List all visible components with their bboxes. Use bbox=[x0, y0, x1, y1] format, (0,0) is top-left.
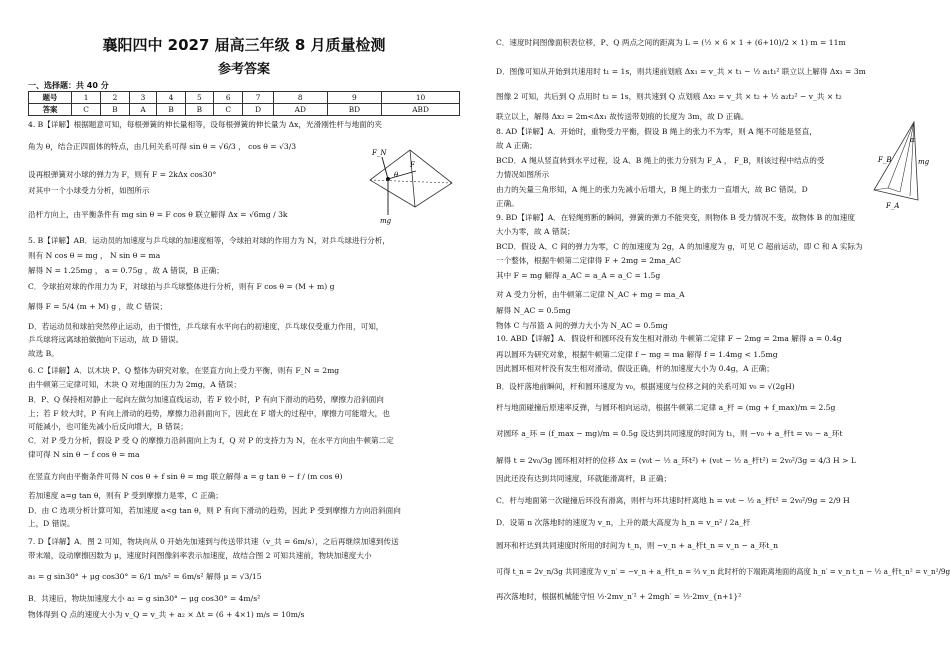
text-line: 若加速度 a=g tan θ，则有 P 受到摩擦力是零，C 正确； bbox=[28, 491, 223, 500]
text-line: 则有 N cos θ = mg ， N sin θ = ma bbox=[28, 251, 161, 260]
text-line: C．速度时间图像面积表位移，P、Q 两点之间的距离为 L = (½ × 6 × 1 + (6+10)/2 × 1) m = 11m bbox=[496, 38, 846, 47]
table-cell: 10 bbox=[382, 92, 460, 104]
table-cell: 4 bbox=[157, 92, 185, 104]
text-line: 5. B【详解】AB．运动员的加速度与乒乓球的加速度相等，令球拍对球的作用力为 N，对乒乓球进行分析， bbox=[28, 236, 390, 245]
text-line: C．杆与地面第一次碰撞后环没有滑离，则杆与环共速时杆离地 h = v₀t − ½ a_杆t² = 2v₀²/9g = 2/9 H bbox=[496, 496, 850, 505]
text-line: 对 A 受力分析，由牛顿第二定律 N_AC + mg = ma_A bbox=[496, 290, 685, 299]
text-line: 由力的矢量三角形知，A 绳上的张力先减小后增大，B 绳上的张力一直增大，故 BC 错误，D bbox=[496, 185, 808, 194]
text-line: 角为 θ，结合正四面体的特点，由几何关系可得 sin θ = √6/3 ， cos θ = √3/3 bbox=[28, 142, 297, 151]
text-line: 物体得到 Q 点的速度大小为 v_Q = v_共 + a₂ × Δt = (6 + 4×1) m/s = 10m/s bbox=[28, 610, 305, 619]
text-line: B．P、Q 保持相对静止一起向左做匀加速直线运动，若 F 较小时，P 有向下滑动的趋势，摩擦力沿斜面向 bbox=[28, 395, 384, 404]
force-triangle-diagram bbox=[868, 118, 934, 210]
figure1-label: F bbox=[410, 161, 415, 169]
table-cell: BD bbox=[327, 104, 381, 116]
text-line: BCD．A 绳从竖直转到水平过程，设 A、B 绳上的张力分别为 F_A ， F_B，则该过程中结点的受 bbox=[496, 156, 825, 165]
tetrahedron-force-diagram bbox=[360, 145, 460, 225]
text-line: 因此圆环相对杆没有发生相对滑动，假设正确，杆的加速度大小为 0.4g，A 正确； bbox=[496, 364, 774, 373]
text-line: 在竖直方向由平衡条件可得 N cos θ + f sin θ = mg 联立解得 a = g tan θ − f / (m cos θ) bbox=[28, 472, 343, 481]
answer-table bbox=[28, 91, 460, 116]
figure2-label: mg bbox=[918, 158, 930, 166]
text-line: 故选 B。 bbox=[28, 349, 59, 358]
text-line: 联立以上，解得 Δx₂ = 2m<Δx₁ 故传送带划痕的长度为 3m，故 D 正确。 bbox=[496, 112, 749, 121]
text-line: D．由 C 选项分析计算可知，若加速度 a<g tan θ，则 P 有向下滑动的趋势，因此 P 受到摩擦力方向沿斜面向 bbox=[28, 506, 401, 515]
text-line: 解得 t = 2v₀/3g 圆环相对杆的位移 Δx = (v₀t − ½ a_环t²) + (v₀t − ½ a_杆t²) = 2v₀²/3g = 4/3 H > L bbox=[496, 456, 856, 465]
page-subtitle: 参考答案 bbox=[217, 62, 270, 77]
text-line: 带末端，设动摩擦因数为 μ，速度时间图像斜率表示加速度，故结合图 2 可知共速前，物块加速度大小 bbox=[28, 551, 372, 560]
text-line: B．设杆落地前瞬间，杆和圆环速度为 v₀，根据速度与位移之间的关系可知 v₀ = √(2gH) bbox=[496, 382, 795, 391]
text-line: 图像 2 可知，共后到 Q 点用时 t₂ = 1s，则共速到 Q 点划痕 Δx₂ = v_共 × t₂ + ½ a₂t₂² − v_共 × t₂ bbox=[496, 92, 842, 101]
text-line: 解得 N_AC = 0.5mg bbox=[496, 306, 571, 315]
text-line: 解得 F = 5/4 (m + M) g ，故 C 错误； bbox=[28, 302, 168, 311]
text-line: 可得 t_n = 2v_n/3g 共同速度为 v_n′ = −v_n + a_杆t_n = ⅔ v_n 此时杆的下端距离地面的高度 h_n′ = v_n t_n − ½ a_杆t_n² = v_n²/9g bbox=[496, 567, 950, 576]
text-line: 圆环和杆达到共同速度时所用的时间为 t_n，则 −v_n + a_杆t_n = v_n − a_环t_n bbox=[496, 541, 779, 550]
text-line: 7. D【详解】A．图 2 可知，物块向从 0 开始先加速到与传送带共速（v_共 = 6m/s），之后再继续加速到传送 bbox=[28, 537, 399, 546]
text-line: 由牛顿第三定律可知，木块 Q 对地面的压力为 2mg，A 错误； bbox=[28, 380, 241, 389]
row-label: 题号 bbox=[29, 92, 72, 104]
figure1-label: F_N bbox=[372, 149, 387, 157]
table-cell: C bbox=[72, 104, 101, 116]
text-line: D．图像可知从开始到共速用时 t₁ = 1s，则共速前划痕 Δx₁ = v_共 × t₁ − ½ a₁t₁² 联立以上解得 Δx₁ = 3m bbox=[496, 67, 866, 76]
text-line: B．共速后，物块加速度大小 a₂ = g sin30° − μg cos30° = 4m/s² bbox=[28, 594, 261, 603]
text-line: D．设第 n 次落地时的速度为 v_n，上升的最大高度为 h_n = v_n² / 2a_杆 bbox=[496, 518, 751, 527]
table-cell: 7 bbox=[243, 92, 274, 104]
table-cell: D bbox=[243, 104, 274, 116]
text-line: 力情况如图所示 bbox=[496, 170, 550, 179]
text-line: 8. AD【详解】A．开始时，重物受力平衡，假设 B 绳上的张力不为零，则 A 绳不可能是竖直， bbox=[496, 127, 817, 136]
figure2-label: F_B bbox=[878, 156, 892, 164]
text-line: 律可得 N sin θ − f cos θ = ma bbox=[28, 450, 140, 459]
text-line: 再次落地时，根据机械能守恒 ½·2mv_n′² + 2mgh′ = ½·2mv_{n+1}² bbox=[496, 592, 742, 601]
figure2-label: α bbox=[910, 136, 915, 144]
text-line: 上；若 F 较大时，P 有向上滑动的趋势，摩擦力沿斜面向下，因此在 F 增大的过程中，摩擦力可能增大，也 bbox=[28, 409, 390, 418]
figure1-label: mg bbox=[380, 217, 392, 225]
text-line: 解得 N = 1.25mg ， a = 0.75g ，故 A 错误，B 正确； bbox=[28, 266, 224, 275]
text-line: a₁ = g sin30° + μg cos30° = 6/1 m/s² = 6m/s² 解得 μ = √3/15 bbox=[28, 572, 262, 581]
text-line: 设再根弹簧对小球的弹力为 F，则有 F = 2kΔx cos30° bbox=[28, 170, 217, 179]
text-line: BCD．假设 A、C 间的弹力为零，C 的加速度为 2g，A 的加速度为 g，可见 C 超前运动，即 C 和 A 实际为 bbox=[496, 242, 863, 251]
text-line: 乒乓球将远离球拍做抛向下运动，故 D 错误。 bbox=[28, 335, 184, 344]
text-line: 6. C【详解】A．以木块 P、Q 整体为研究对象，在竖直方向上受力平衡，则有 F_N = 2mg bbox=[28, 366, 340, 375]
section-heading: 一、选择题：共 40 分 bbox=[28, 81, 109, 90]
text-line: 对圆环 a_环 = (f_max − mg)/m = 0.5g 设达到共同速度的时间为 t₁，则 −v₀ + a_杆t = v₀ − a_环t bbox=[496, 429, 843, 438]
text-line: C．令球拍对球的作用力为 F，对球拍与乒乓球整体进行分析，则有 F cos θ = (M + m) g bbox=[28, 282, 335, 291]
text-line: 杆与地面碰撞后原速率反弹，与圆环相向运动，根据牛顿第二定律 a_杆 = (mg + f_max)/m = 2.5g bbox=[496, 403, 836, 412]
text-line: 上，D 错误。 bbox=[28, 519, 75, 528]
text-line: 正确。 bbox=[496, 199, 519, 208]
table-cell: B bbox=[101, 104, 129, 116]
table-cell: 3 bbox=[129, 92, 157, 104]
table-cell: 1 bbox=[72, 92, 101, 104]
text-line: 因此还没有达到共同速度，环就能滑离杆，B 正确； bbox=[496, 474, 672, 483]
text-line: 9. BD【详解】A．在轻绳剪断的瞬间，弹簧的弹力不能突变，则物体 B 受力情况不变，故物体 B 的加速度 bbox=[496, 213, 855, 222]
text-line: 故 A 正确； bbox=[496, 141, 537, 150]
page-title: 襄阳四中 2027 届高三年级 8 月质量检测 bbox=[102, 36, 386, 54]
table-cell: B bbox=[185, 104, 213, 116]
answer-table-number-row bbox=[29, 92, 460, 104]
table-cell: A bbox=[129, 104, 157, 116]
table-cell: 9 bbox=[327, 92, 381, 104]
table-cell: AD bbox=[273, 104, 327, 116]
text-line: 再以圆环为研究对象，根据牛顿第二定律 f − mg = ma 解得 f = 1.4mg < 1.5mg bbox=[496, 350, 778, 359]
table-cell: ABD bbox=[382, 104, 460, 116]
text-line: 对其中一个小球受力分析，如图所示 bbox=[28, 186, 150, 195]
table-cell: 8 bbox=[273, 92, 327, 104]
answer-table-answer-row bbox=[29, 104, 460, 116]
table-cell: C bbox=[214, 104, 243, 116]
text-line: 可能减小，也可能先减小后反向增大，B 错误； bbox=[28, 422, 188, 431]
figure2-label: F_A bbox=[886, 202, 900, 210]
text-line: 物体 C 与吊篮 A 间的弹力大小为 N_AC = 0.5mg bbox=[496, 321, 668, 330]
text-line: 一个整体，根据牛顿第二定律得 F + 2mg = 2ma_AC bbox=[496, 256, 681, 265]
text-line: 沿杆方向上，由平衡条件有 mg sin θ = F cos θ 联立解得 Δx = √6mg / 3k bbox=[28, 210, 288, 219]
table-cell: 6 bbox=[214, 92, 243, 104]
text-line: D．若运动员和球拍突然停止运动，由于惯性，乒乓球有水平向右的初速度，乒乓球仅受重力作用，可知， bbox=[28, 322, 384, 331]
text-line: 4. B【详解】根据题意可知，每根弹簧的伸长量相等，设每根弹簧的伸长量为 Δx，光滑刚性杆与地面的夹 bbox=[28, 120, 382, 129]
table-cell: 2 bbox=[101, 92, 129, 104]
figure1-label: θ bbox=[394, 171, 399, 179]
text-line: C．对 P 受力分析，假设 P 受 Q 的摩擦力沿斜面向上为 f，Q 对 P 的支持力为 N，在水平方向由牛顿第二定 bbox=[28, 436, 394, 445]
table-cell: 5 bbox=[185, 92, 213, 104]
table-cell: B bbox=[157, 104, 185, 116]
text-line: 其中 F = mg 解得 a_AC = a_A = a_C = 1.5g bbox=[496, 271, 661, 280]
row-label: 答案 bbox=[29, 104, 72, 116]
text-line: 大小为零，故 A 错误； bbox=[496, 227, 575, 236]
text-line: 10. ABD【详解】A．假设杆和圆环没有发生相对滑动 牛顿第二定律 F − 2mg = 2ma 解得 a = 0.4g bbox=[496, 334, 842, 343]
